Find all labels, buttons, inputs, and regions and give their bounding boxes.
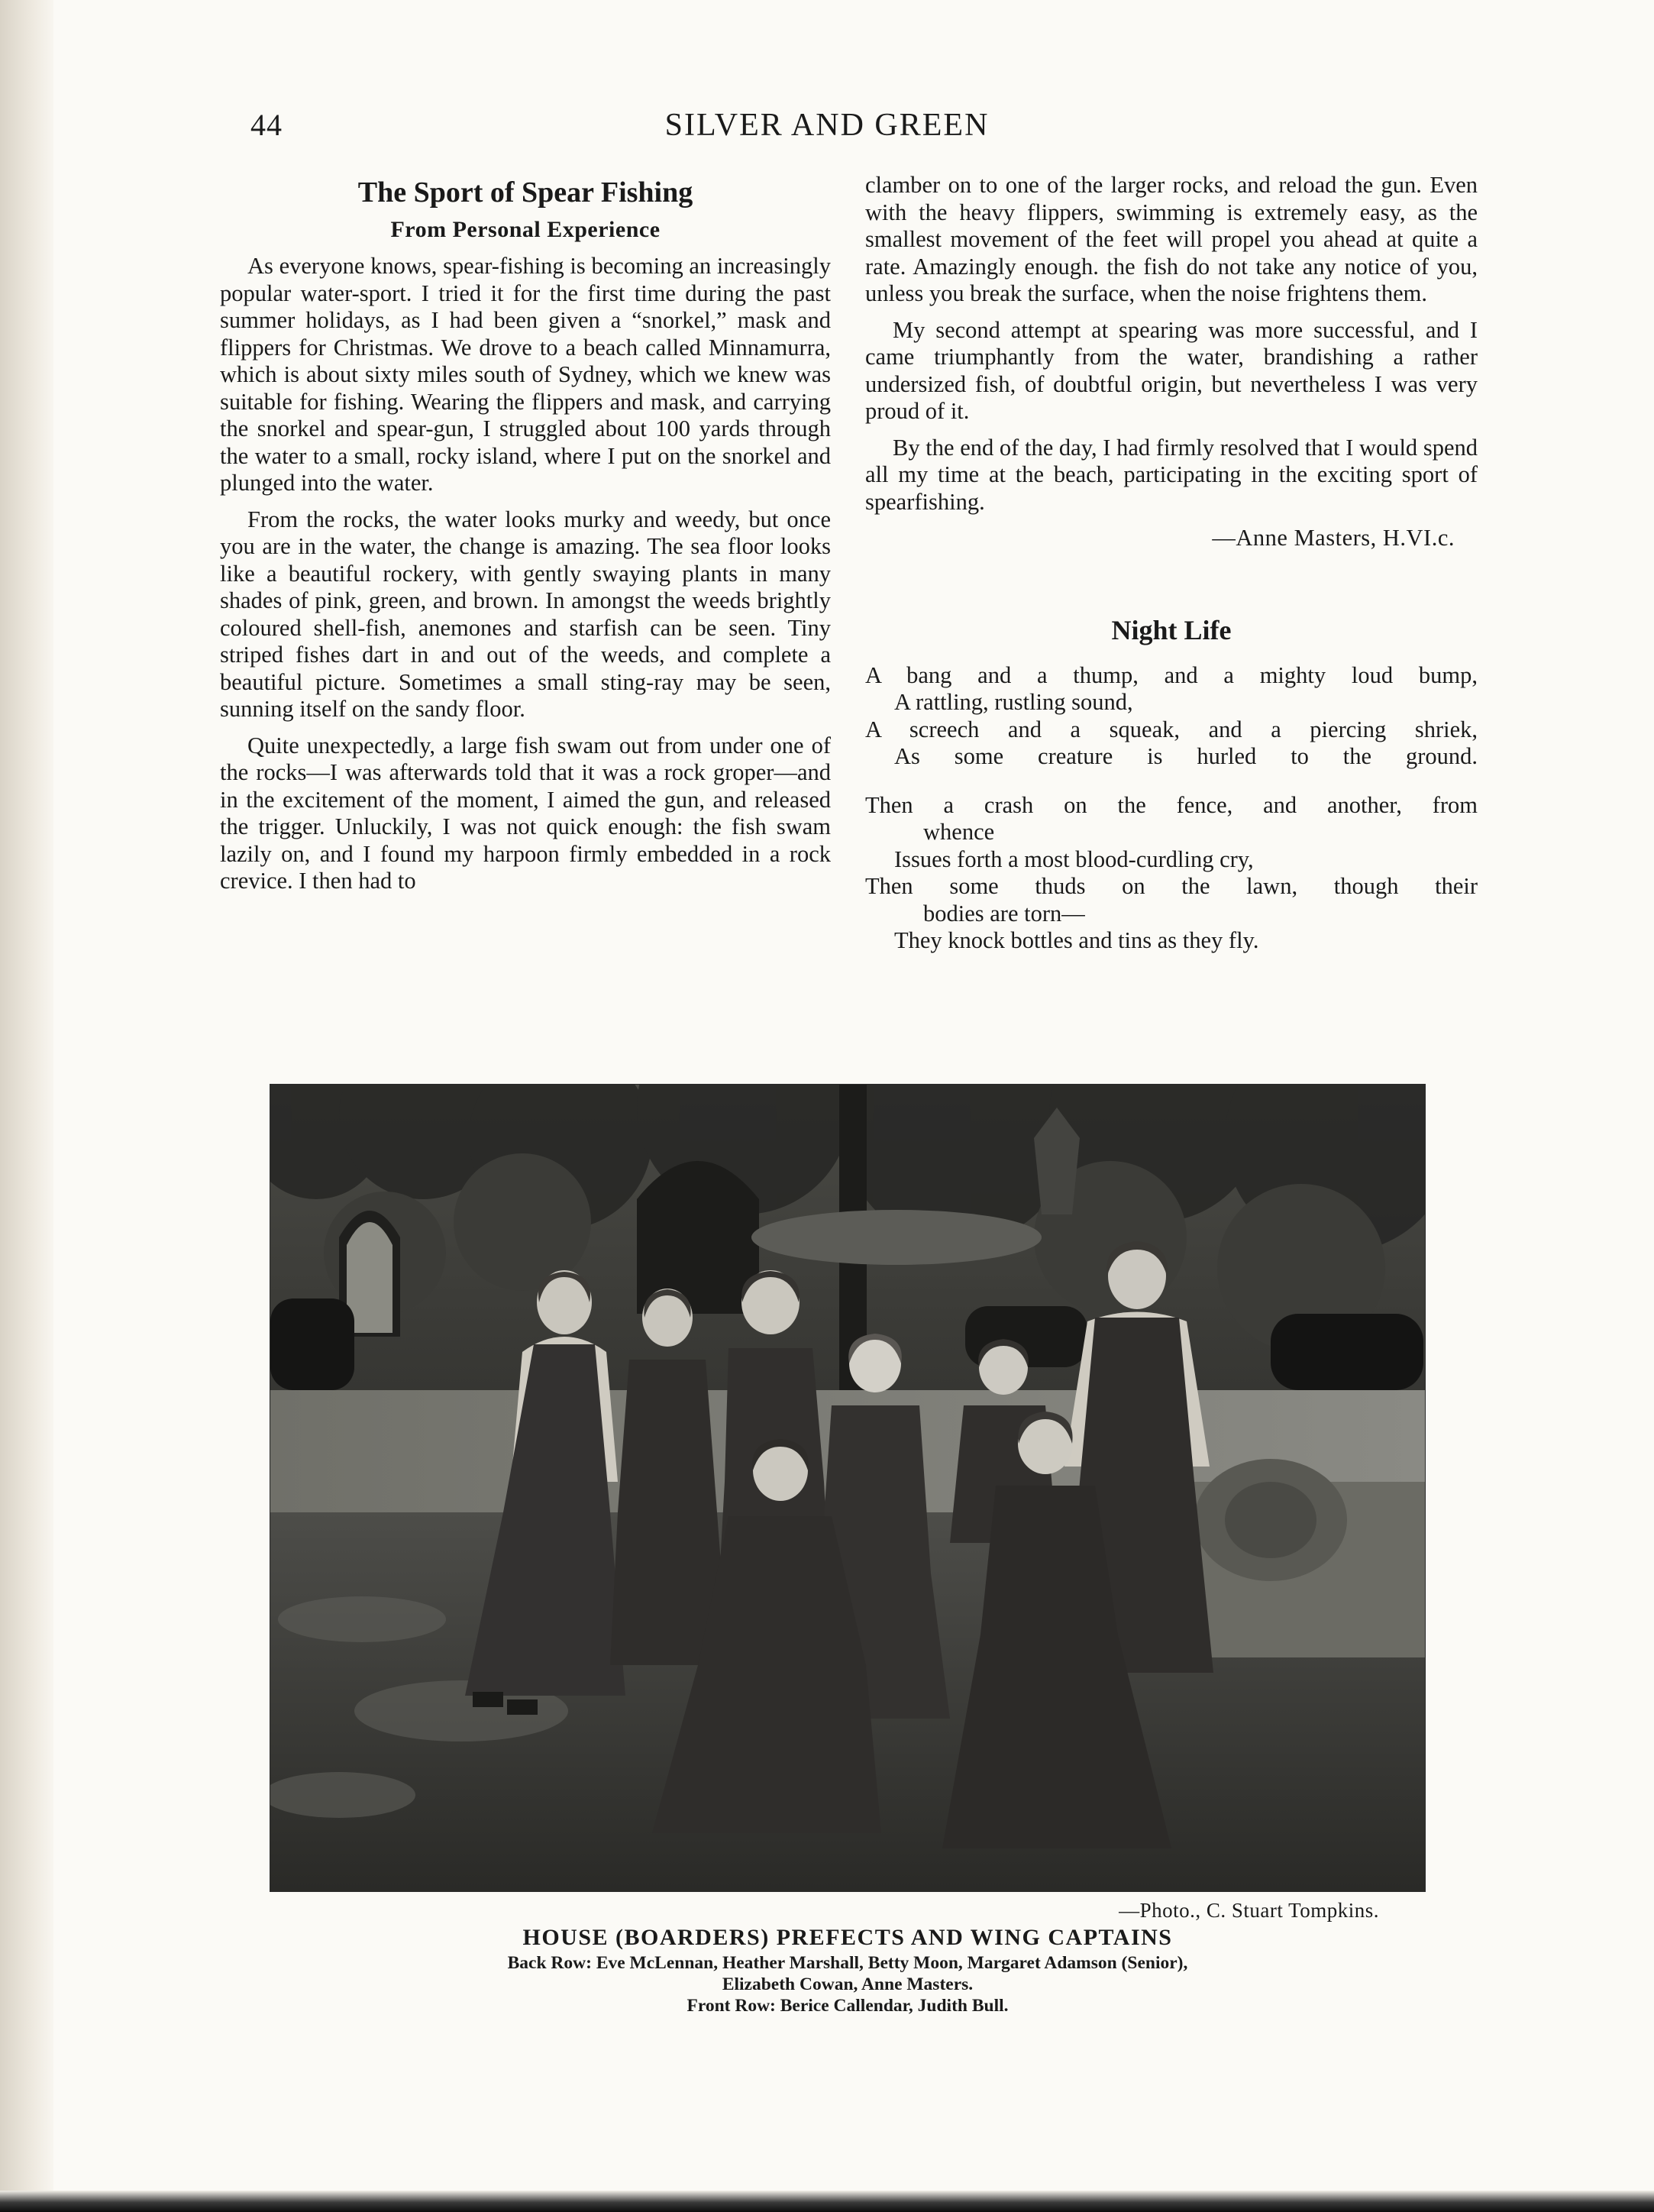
- poem-line: A screech and a squeak, and a piercing shriek,: [865, 716, 1478, 742]
- left-column: [220, 172, 831, 904]
- poem-line: whence: [923, 819, 995, 845]
- page-left-edge-shadow: [0, 0, 53, 2212]
- running-title: SILVER AND GREEN: [664, 108, 990, 143]
- poem-line: A rattling, rustling sound,: [894, 689, 1133, 715]
- right-column: [865, 172, 1478, 976]
- page-number: 44: [250, 108, 283, 142]
- poem-line: bodies are torn—: [923, 900, 1085, 927]
- caption-title: HOUSE (BOARDERS) PREFECTS AND WING CAPTAINS: [522, 1925, 1173, 1950]
- article-signature: —Anne Masters, H.VI.c.: [1212, 525, 1455, 551]
- caption-front-row: Front Row: Berice Callendar, Judith Bull.: [686, 1996, 1009, 2016]
- page-bottom-edge: [0, 2191, 1654, 2212]
- poem-line: As some creature is hurled to the ground.: [894, 743, 1478, 769]
- caption-back-row-continued: Elizabeth Cowan, Anne Masters.: [722, 1974, 974, 1994]
- article-subtitle: From Personal Experience: [390, 217, 661, 242]
- article-paragraph: Quite unexpectedly, a large fish swam out from under one of the rocks—I was afterwards told that it was a rock groper—and in the excitement of the moment, I aimed the gun, and released the trigger. Unluckily, I was not quick enough: the fish swam lazily on, and I found my harpoon firmly embedded in a rock crevice. I then had to: [220, 732, 831, 894]
- article-title: The Sport of Spear Fishing: [357, 176, 693, 209]
- photo-caption: [321, 1923, 1375, 2016]
- poem-line: Then some thuds on the lawn, though their: [865, 873, 1478, 899]
- poem-line: Then a crash on the fence, and another, from: [865, 791, 1478, 818]
- poem-line: A bang and a thump, and a mighty loud bump,: [865, 661, 1478, 688]
- article-paragraph: From the rocks, the water looks murky and weedy, but once you are in the water, the change is amazing. The sea floor looks like a beautiful rockery, with gently swaying plants in many shades of pink, green, and brown. In amongst the weeds brightly coloured shell-fish, anemones and starfish can be seen. Tiny striped fishes dart in and out of the weeds, and complete a beautiful picture. Sometimes a small sting-ray may be seen, sunning itself on the sandy floor.: [220, 506, 831, 722]
- group-photograph: [270, 1085, 1425, 1891]
- article-paragraph: clamber on to one of the larger rocks, and reload the gun. Even with the heavy flippers, swimming is extremely easy, as the smallest movement of the feet will propel you ahead at quite a rate. Amazingly enough. the fish do not take any notice of you, unless you break the surface, when the noise frightens them.: [865, 172, 1478, 306]
- article-paragraph: As everyone knows, spear-fishing is becoming an increasingly popular water-sport. I tried it for the first time during the past summer holidays, as I had been given a “snorkel,” mask and flippers for Christmas. We drove to a beach called Minnamurra, which is about sixty miles south of Sydney, which we knew was suitable for fishing. Wearing the flippers and mask, and carrying the snorkel and spear-gun, I struggled about 100 yards through the water to a small, rocky island, where I put on the snorkel and plunged into the water.: [220, 253, 831, 496]
- photo-credit: —Photo., C. Stuart Tompkins.: [1119, 1899, 1379, 1922]
- poem-stanza: [865, 792, 1478, 955]
- poem-line: They knock bottles and tins as they fly.: [894, 927, 1259, 953]
- poem-line: Issues forth a most blood-curdling cry,: [894, 846, 1254, 872]
- poem-stanza: [865, 662, 1478, 771]
- running-head: [214, 107, 1440, 145]
- article-paragraph: My second attempt at spearing was more successful, and I came triumphantly from the water, brandishing a rather undersized fish, of doubtful origin, but nevertheless I was very proud of it.: [865, 316, 1478, 424]
- poem-title: Night Life: [1111, 614, 1232, 645]
- article-paragraph: By the end of the day, I had firmly resolved that I would spend all my time at the beach, participating in the exciting sport of spearfishing.: [865, 434, 1478, 515]
- group-photograph-illustration: [270, 1085, 1425, 1891]
- caption-back-row: Back Row: Eve McLennan, Heather Marshall, Betty Moon, Margaret Adamson (Senior),: [507, 1953, 1188, 1973]
